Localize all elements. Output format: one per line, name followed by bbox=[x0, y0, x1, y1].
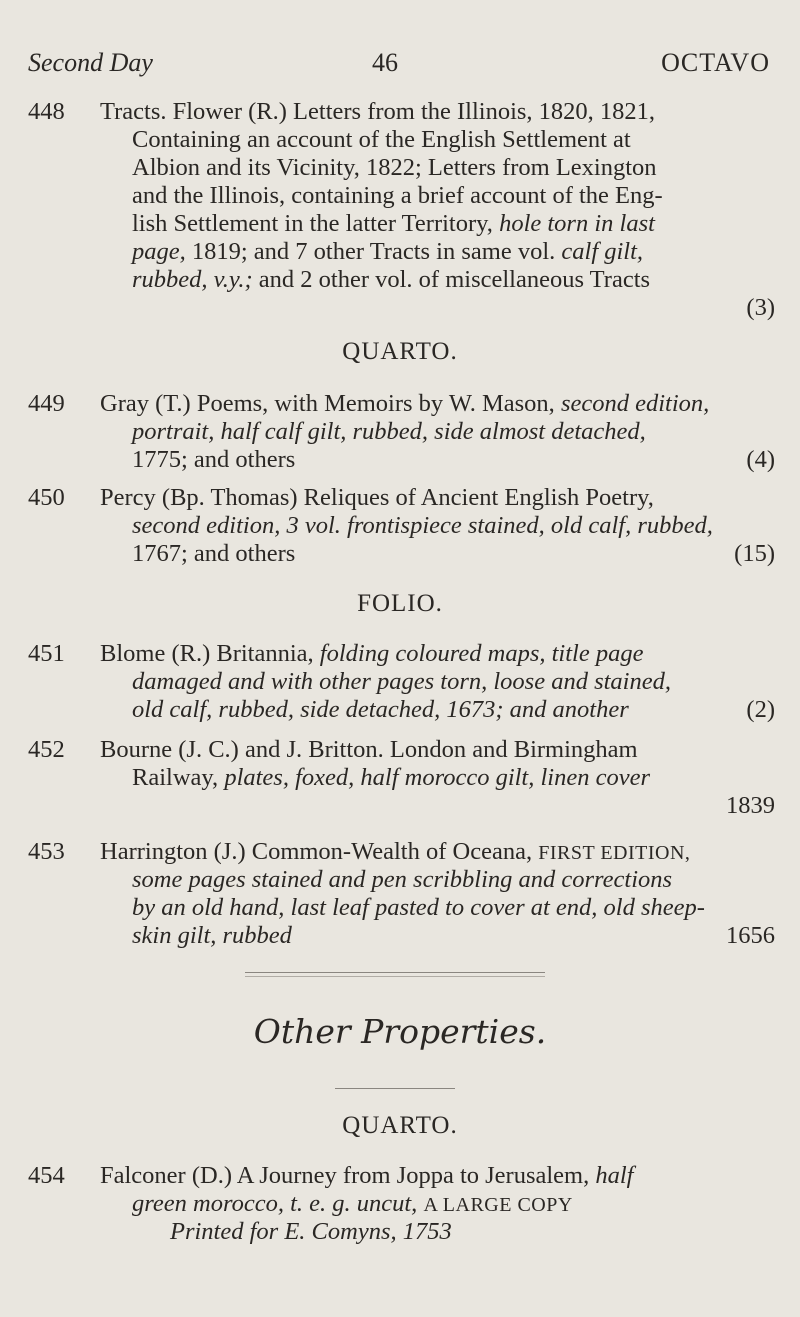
lot-number: 450 bbox=[28, 484, 65, 511]
lot-line bbox=[100, 922, 775, 950]
section-heading-quarto: QUARTO. bbox=[342, 1112, 458, 1139]
short-divider-rule bbox=[335, 1088, 455, 1089]
lot-line: Percy (Bp. Thomas) Reliques of Ancient English Poetry, bbox=[100, 484, 654, 511]
lot-text: Harrington (J.) Common-Wealth of Oceana, bbox=[100, 838, 533, 865]
lot-line bbox=[100, 1218, 775, 1246]
binding-note: half bbox=[595, 1162, 634, 1189]
lot-number: 448 bbox=[28, 98, 65, 125]
lot-description bbox=[100, 736, 775, 820]
condition-note: plates, foxed, half morocco gilt, linen cover bbox=[224, 764, 651, 791]
lot-text: Blome (R.) Britannia, bbox=[100, 640, 314, 667]
lot-count: (15) bbox=[734, 540, 775, 567]
condition-note: folding coloured maps, title page bbox=[319, 640, 644, 667]
lot-line bbox=[100, 266, 775, 294]
lot-text: 1767; and others bbox=[132, 540, 296, 567]
lot-line: Albion and its Vicinity, 1822; Letters from Lexington bbox=[132, 154, 657, 181]
lot-count: (3) bbox=[746, 294, 775, 321]
lot-line: portrait, half calf gilt, rubbed, side almost detached, bbox=[132, 418, 646, 445]
lot-text: lish Settlement in the latter Territory, bbox=[132, 210, 493, 237]
imprint: Printed for E. Comyns, 1753 bbox=[170, 1218, 452, 1245]
binding-note: calf gilt, bbox=[561, 238, 644, 265]
lot-line bbox=[100, 390, 775, 418]
lot-text: Falconer (D.) A Journey from Joppa to Jerusalem, bbox=[100, 1162, 590, 1189]
lot-description bbox=[100, 98, 775, 322]
lot-count: (4) bbox=[746, 446, 775, 473]
lot-count: (2) bbox=[746, 696, 775, 723]
lot-year: 1839 bbox=[726, 792, 775, 819]
lot-line bbox=[100, 446, 775, 474]
lot-line bbox=[100, 238, 775, 266]
condition-note: hole torn in last bbox=[499, 210, 655, 237]
page-number: 46 bbox=[372, 48, 398, 77]
lot-line: and the Illinois, containing a brief account of the Eng- bbox=[132, 182, 663, 209]
lot-line bbox=[100, 838, 775, 866]
binding-note: skin gilt, rubbed bbox=[132, 922, 292, 949]
lot-text: 1819; and 7 other Tracts in same vol. bbox=[191, 238, 556, 265]
lot-line: second edition, 3 vol. frontispiece stained, old calf, rubbed, bbox=[132, 512, 713, 539]
lot-text: 1775; and others bbox=[132, 446, 296, 473]
edition-note: second edition, bbox=[560, 390, 710, 417]
section-heading-folio: FOLIO. bbox=[357, 590, 443, 617]
lot-number: 449 bbox=[28, 390, 65, 417]
lot-line bbox=[100, 792, 775, 820]
lot-number: 453 bbox=[28, 838, 65, 865]
lot-line: Containing an account of the English Settlement at bbox=[132, 126, 631, 153]
lot-line: by an old hand, last leaf pasted to cover at end, old sheep- bbox=[132, 894, 705, 921]
lot-text: old calf, rubbed, side detached, 1673; and another bbox=[132, 696, 629, 723]
lot-line bbox=[100, 640, 775, 668]
lot-line bbox=[100, 294, 775, 322]
divider-rule bbox=[245, 972, 545, 973]
lot-line: Bourne (J. C.) and J. Britton. London and Birmingham bbox=[100, 736, 638, 763]
lot-description bbox=[100, 1162, 775, 1246]
lot-text: and 2 other vol. of miscellaneous Tracts bbox=[258, 266, 651, 293]
lot-description bbox=[100, 838, 775, 950]
condition-note: page, bbox=[132, 238, 186, 265]
running-head-day: Second Day bbox=[28, 48, 153, 77]
section-heading-quarto: QUARTO. bbox=[342, 338, 458, 365]
lot-line: some pages stained and pen scribbling and corrections bbox=[132, 866, 673, 893]
divider-rule bbox=[245, 976, 545, 977]
lot-description bbox=[100, 390, 775, 474]
lot-text: Gray (T.) Poems, with Memoirs by W. Mason, bbox=[100, 390, 555, 417]
lot-line bbox=[100, 210, 775, 238]
lot-number: 454 bbox=[28, 1162, 65, 1189]
lot-description bbox=[100, 484, 775, 568]
lot-description bbox=[100, 640, 775, 724]
lot-number: 451 bbox=[28, 640, 65, 667]
binding-note: rubbed, v.y.; bbox=[132, 266, 253, 293]
lot-line bbox=[100, 696, 775, 724]
edition-note: FIRST EDITION, bbox=[538, 842, 691, 864]
lot-line bbox=[100, 764, 775, 792]
other-properties-heading: Other Properties. bbox=[253, 1012, 547, 1051]
lot-year: 1656 bbox=[726, 922, 775, 949]
lot-line: damaged and with other pages torn, loose and stained, bbox=[132, 668, 671, 695]
lot-line: Tracts. Flower (R.) Letters from the Illinois, 1820, 1821, bbox=[100, 98, 656, 125]
lot-text: Railway, bbox=[132, 764, 219, 791]
lot-line bbox=[100, 1190, 775, 1218]
binding-note: green morocco, t. e. g. uncut, bbox=[132, 1190, 418, 1217]
running-head-format: OCTAVO bbox=[661, 48, 770, 77]
lot-number: 452 bbox=[28, 736, 65, 763]
lot-line bbox=[100, 540, 775, 568]
lot-line bbox=[100, 1162, 775, 1190]
copy-note: A LARGE COPY bbox=[423, 1194, 573, 1216]
